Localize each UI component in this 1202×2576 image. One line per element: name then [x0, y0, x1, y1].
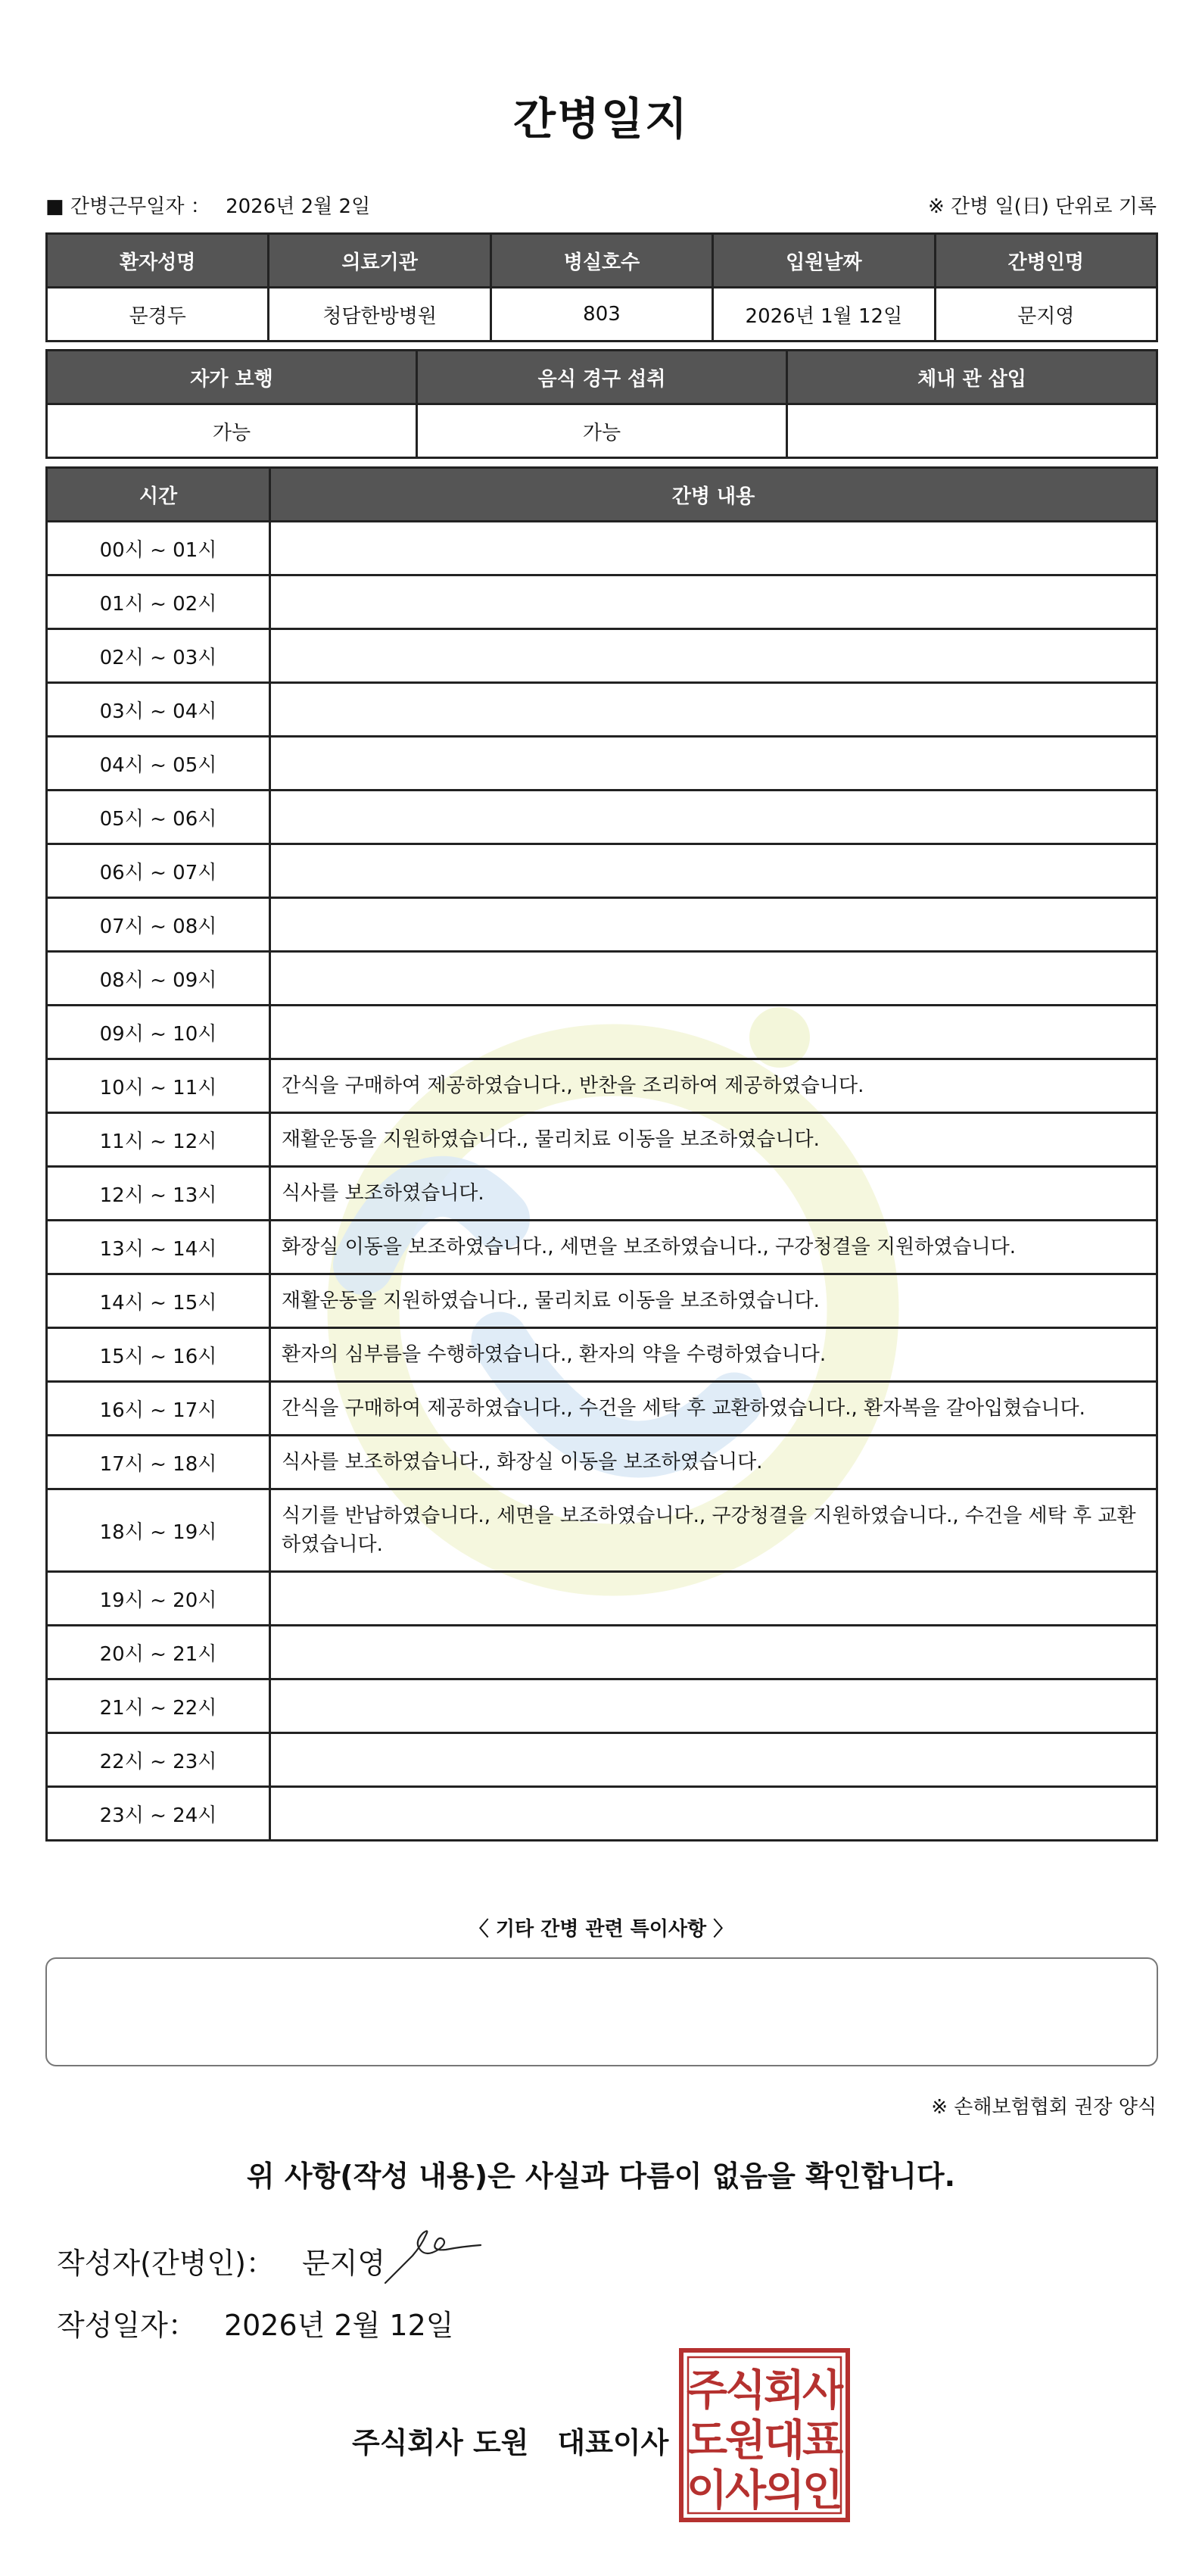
care-log-row	[47, 1328, 1157, 1382]
time-slot: 16시 ~ 17시	[47, 1382, 270, 1436]
written-date-value: 2026년 2월 12일	[223, 2309, 454, 2342]
time-slot: 01시 ~ 02시	[47, 575, 270, 629]
time-slot: 10시 ~ 11시	[47, 1059, 270, 1113]
writer-line	[57, 2240, 385, 2281]
care-content	[270, 1733, 1157, 1787]
time-slot: 21시 ~ 22시	[47, 1679, 270, 1733]
time-slot: 09시 ~ 10시	[47, 1006, 270, 1059]
care-log-row	[47, 629, 1157, 683]
care-content	[270, 1006, 1157, 1059]
company-representative-title: 대표이사	[557, 2426, 669, 2459]
care-content: 재활운동을 지원하였습니다., 물리치료 이동을 보조하였습니다.	[270, 1113, 1157, 1167]
care-content: 재활운동을 지원하였습니다., 물리치료 이동을 보조하였습니다.	[270, 1274, 1157, 1328]
special-notes-title: 〈 기타 간병 관련 특이사항 〉	[469, 1918, 733, 1941]
writer-label: 작성자(간병인)：	[57, 2247, 275, 2280]
company-name: 주식회사 도원	[352, 2426, 529, 2459]
stamp-character: 식	[724, 2366, 767, 2415]
care-log-row	[47, 844, 1157, 898]
header-time: 시간	[47, 468, 270, 522]
work-date	[45, 191, 370, 219]
written-date-label: 작성일자：	[57, 2309, 197, 2342]
care-content	[270, 629, 1157, 683]
patient-info-header-row	[47, 234, 1157, 288]
time-slot: 17시 ~ 18시	[47, 1436, 270, 1489]
care-log-row	[47, 898, 1157, 952]
confirmation-statement: 위 사항(작성 내용)은 사실과 다름이 없음을 확인합니다.	[246, 2160, 956, 2193]
time-slot: 12시 ~ 13시	[47, 1167, 270, 1221]
care-content: 화장실 이동을 보조하였습니다., 세면을 보조하였습니다., 구강청결을 지원하였습니다.	[270, 1221, 1157, 1274]
stamp-character: 회	[763, 2366, 805, 2415]
care-log-row	[47, 1787, 1157, 1841]
room-number: 803	[490, 288, 712, 341]
header-oral-intake: 음식 경구 섭취	[417, 351, 787, 404]
care-log-body	[47, 522, 1157, 1841]
care-content: 간식을 구매하여 제공하였습니다., 반찬을 조리하여 제공하였습니다.	[270, 1059, 1157, 1113]
care-content	[270, 1572, 1157, 1626]
source-note: ※ 손해보험협회 권장 양식	[931, 2096, 1157, 2119]
time-slot: 00시 ~ 01시	[47, 522, 270, 575]
care-content: 식기를 반납하였습니다., 세면을 보조하였습니다., 구강청결을 지원하였습니다., 수건을 세탁 후 교환하였습니다.	[270, 1489, 1157, 1572]
care-content: 식사를 보조하였습니다.	[270, 1167, 1157, 1221]
care-content	[270, 683, 1157, 737]
stamp-character: 사	[724, 2466, 767, 2515]
oral-intake-value: 가능	[417, 404, 787, 458]
document-title: 간병일지	[512, 93, 690, 145]
care-content	[270, 952, 1157, 1006]
time-slot: 02시 ~ 03시	[47, 629, 270, 683]
care-log-row	[47, 952, 1157, 1006]
care-log-row	[47, 1382, 1157, 1436]
self-walking-value: 가능	[47, 404, 417, 458]
care-log-row	[47, 737, 1157, 791]
care-content	[270, 844, 1157, 898]
stamp-character: 주	[686, 2366, 728, 2415]
care-log-row	[47, 683, 1157, 737]
care-content: 환자의 심부름을 수행하였습니다., 환자의 약을 수령하였습니다.	[270, 1328, 1157, 1382]
care-log-row	[47, 1006, 1157, 1059]
time-slot: 05시 ~ 06시	[47, 791, 270, 844]
stamp-character: 의	[763, 2466, 805, 2515]
care-content	[270, 737, 1157, 791]
header-tube-insertion: 체내 관 삽입	[787, 351, 1157, 404]
care-content	[270, 522, 1157, 575]
care-log-row	[47, 1572, 1157, 1626]
status-value-row	[47, 404, 1157, 458]
header-care-content: 간병 내용	[270, 468, 1157, 522]
care-log-row	[47, 1059, 1157, 1113]
record-unit-note: ※ 간병 일(日) 단위로 기록	[927, 195, 1157, 218]
stamp-character: 대	[763, 2416, 805, 2465]
care-log-row	[47, 1167, 1157, 1221]
time-slot: 14시 ~ 15시	[47, 1274, 270, 1328]
care-log-row	[47, 1221, 1157, 1274]
time-slot: 07시 ~ 08시	[47, 898, 270, 952]
time-slot: 15시 ~ 16시	[47, 1328, 270, 1382]
hospital-name: 청담한방병원	[269, 288, 490, 341]
written-date-line	[57, 2302, 453, 2344]
work-date-value: 2026년 2월 2일	[226, 195, 371, 218]
work-date-label: ■ 간병근무일자 ：	[45, 195, 210, 218]
company-seal-stamp	[678, 2347, 851, 2523]
time-slot: 06시 ~ 07시	[47, 844, 270, 898]
admission-date: 2026년 1월 12일	[713, 288, 935, 341]
header-self-walking: 자가 보행	[47, 351, 417, 404]
header-hospital: 의료기관	[269, 234, 490, 288]
care-log-row	[47, 1436, 1157, 1489]
care-log-row	[47, 575, 1157, 629]
header-admission-date: 입원날짜	[713, 234, 935, 288]
care-content	[270, 791, 1157, 844]
header-patient-name: 환자성명	[47, 234, 269, 288]
care-log-row	[47, 1274, 1157, 1328]
status-header-row	[47, 351, 1157, 404]
handwritten-signature	[382, 2222, 484, 2287]
care-log-table	[45, 466, 1158, 1842]
header-caregiver-name: 간병인명	[935, 234, 1157, 288]
company-signature-line	[352, 2419, 668, 2461]
patient-status-table	[45, 349, 1158, 459]
special-notes-box	[45, 1957, 1158, 2066]
care-content: 간식을 구매하여 제공하였습니다., 수건을 세탁 후 교환하였습니다., 환자복을 갈아입혔습니다.	[270, 1382, 1157, 1436]
care-content: 식사를 보조하였습니다., 화장실 이동을 보조하였습니다.	[270, 1436, 1157, 1489]
time-slot: 03시 ~ 04시	[47, 683, 270, 737]
stamp-character: 원	[724, 2416, 767, 2465]
caregiver-name: 문지영	[935, 288, 1157, 341]
care-log-header-row	[47, 468, 1157, 522]
time-slot: 13시 ~ 14시	[47, 1221, 270, 1274]
patient-name: 문경두	[47, 288, 269, 341]
care-log-row	[47, 522, 1157, 575]
care-log-row	[47, 1733, 1157, 1787]
care-content	[270, 1626, 1157, 1679]
time-slot: 20시 ~ 21시	[47, 1626, 270, 1679]
stamp-character: 표	[802, 2416, 844, 2465]
care-log-row	[47, 1679, 1157, 1733]
patient-info-table	[45, 232, 1158, 342]
time-slot: 08시 ~ 09시	[47, 952, 270, 1006]
care-content	[270, 1787, 1157, 1841]
care-log-row	[47, 1626, 1157, 1679]
patient-info-value-row	[47, 288, 1157, 341]
header-room-number: 병실호수	[490, 234, 712, 288]
special-notes-content	[47, 1959, 1157, 1989]
care-content	[270, 1679, 1157, 1733]
time-slot: 18시 ~ 19시	[47, 1489, 270, 1572]
stamp-character: 이	[686, 2466, 728, 2515]
care-content	[270, 575, 1157, 629]
writer-name: 문지영	[302, 2247, 386, 2280]
care-content	[270, 898, 1157, 952]
stamp-character: 사	[802, 2366, 844, 2415]
care-log-row	[47, 1489, 1157, 1572]
tube-insertion-value	[787, 404, 1157, 458]
time-slot: 04시 ~ 05시	[47, 737, 270, 791]
time-slot: 23시 ~ 24시	[47, 1787, 270, 1841]
care-log-row	[47, 1113, 1157, 1167]
time-slot: 22시 ~ 23시	[47, 1733, 270, 1787]
stamp-character: 도	[686, 2416, 728, 2465]
time-slot: 11시 ~ 12시	[47, 1113, 270, 1167]
time-slot: 19시 ~ 20시	[47, 1572, 270, 1626]
stamp-character: 인	[802, 2466, 844, 2515]
care-log-row	[47, 791, 1157, 844]
